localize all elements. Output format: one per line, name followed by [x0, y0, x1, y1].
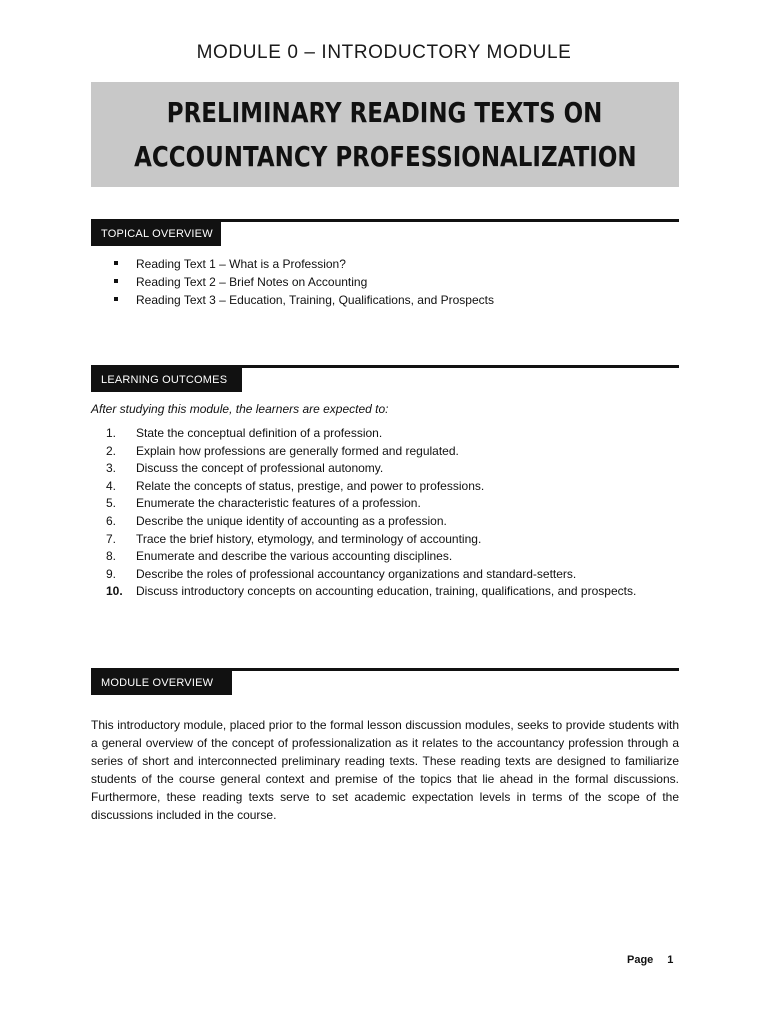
list-item [114, 255, 494, 273]
list-number: 10. [106, 584, 123, 599]
list-number: 8. [106, 549, 117, 564]
list-item-text: Describe the unique identity of accounting as a profession. [136, 513, 447, 528]
list-item [106, 548, 636, 566]
list-item-text: Reading Text 1 – What is a Profession? [136, 257, 346, 271]
list-item [106, 425, 636, 443]
page-label: Page [627, 954, 654, 966]
topical-overview-list [114, 255, 494, 309]
list-item [114, 273, 494, 291]
list-number: 4. [106, 478, 117, 493]
module-header: MODULE 0 – INTRODUCTORY MODULE [196, 42, 572, 63]
title-banner [91, 82, 679, 187]
module-overview-text: This introductory module, placed prior to the formal lesson discussion modules, seeks to provide students with a general overview of the concept of professionalization as it relates to the accountancy profession through a series of short and interconnected preliminary reading texts. These reading texts are designed to familiarize students of the course general context and premise of the topics that lie ahead in the formal discussions. Furthermore, these reading texts serve to set academic expectation levels in terms of the scope of the discussions included in the course. [91, 718, 679, 822]
list-item [106, 460, 636, 478]
list-number: 9. [106, 566, 117, 581]
list-item [106, 531, 636, 549]
list-item-text: Discuss introductory concepts on accounting education, training, qualifications, and prospects. [136, 584, 637, 599]
list-item [106, 495, 636, 513]
title-line-1: PRELIMINARY READING TEXTS ON [167, 95, 603, 129]
page-number-value: 1 [667, 954, 674, 966]
list-item-text: Describe the roles of professional accountancy organizations and standard-setters. [136, 566, 577, 581]
learning-outcomes-intro: After studying this module, the learners are expected to: [91, 402, 389, 416]
bullet-icon [114, 279, 118, 283]
list-item-text: Reading Text 3 – Education, Training, Qualifications, and Prospects [136, 293, 494, 307]
list-item [106, 583, 636, 601]
list-number: 6. [106, 513, 117, 528]
learning-outcomes-list [106, 425, 636, 601]
list-number: 3. [106, 461, 117, 476]
list-item [114, 291, 494, 309]
list-item-text: Enumerate the characteristic features of a profession. [136, 496, 421, 511]
list-item [106, 478, 636, 496]
list-item-text: State the conceptual definition of a profession. [136, 426, 383, 440]
list-item-text: Discuss the concept of professional autonomy. [136, 461, 384, 476]
bullet-icon [114, 297, 118, 301]
page-number [627, 954, 673, 966]
list-number: 1. [106, 426, 117, 440]
module-overview-label: MODULE OVERVIEW [91, 671, 232, 695]
learning-outcomes-label: LEARNING OUTCOMES [91, 368, 242, 392]
list-number: 2. [106, 443, 117, 458]
list-number: 7. [106, 531, 117, 546]
title-line-2: ACCOUNTANCY PROFESSIONALIZATION [133, 139, 637, 173]
topical-overview-label: TOPICAL OVERVIEW [91, 222, 221, 246]
list-item [106, 513, 636, 531]
list-item [106, 566, 636, 584]
list-item-text: Trace the brief history, etymology, and terminology of accounting. [136, 531, 482, 546]
list-item-text: Relate the concepts of status, prestige, and power to professions. [136, 478, 485, 493]
list-item [106, 443, 636, 461]
bullet-icon [114, 261, 118, 265]
list-item-text: Reading Text 2 – Brief Notes on Accounting [136, 275, 368, 289]
list-item-text: Explain how professions are generally formed and regulated. [136, 443, 459, 458]
list-number: 5. [106, 496, 117, 511]
list-item-text: Enumerate and describe the various accounting disciplines. [136, 549, 453, 564]
